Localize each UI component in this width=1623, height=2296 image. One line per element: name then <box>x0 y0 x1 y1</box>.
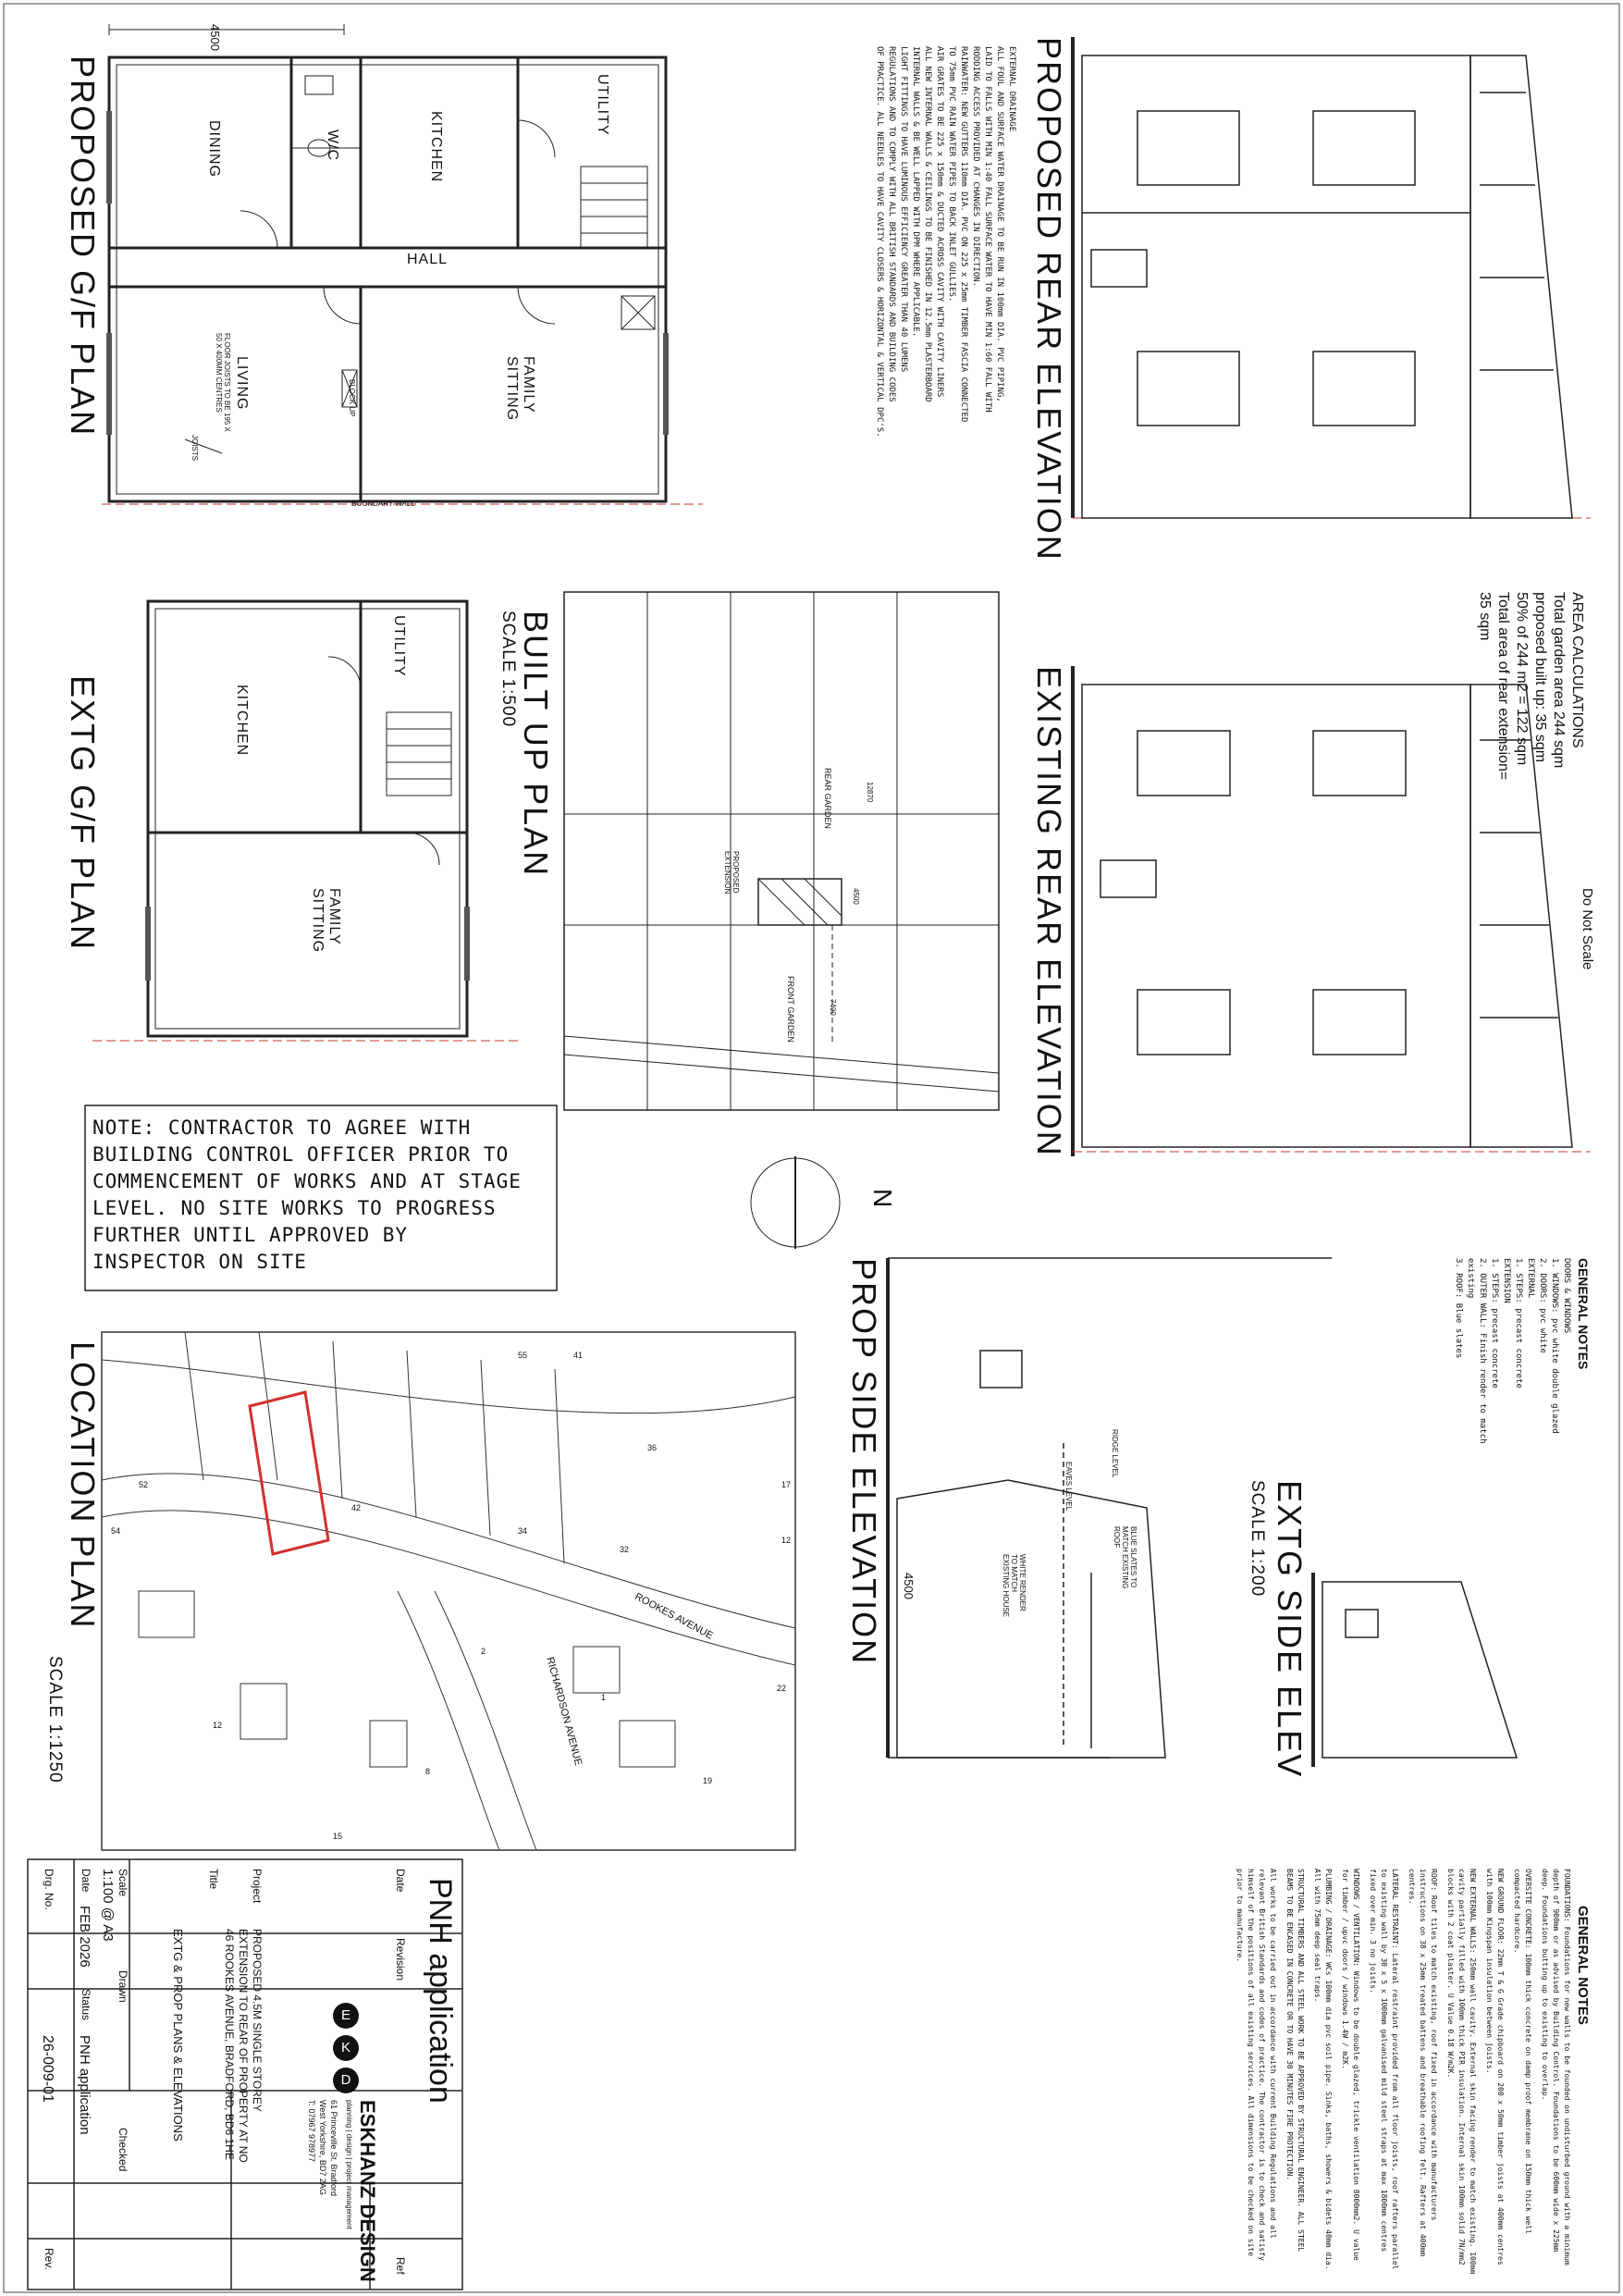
house-number-36: 36 <box>647 1443 658 1452</box>
drainage-line: RAINWATER: NEW GUTTERS 110mm DIA. PVC ON 225 x 25mm TIMBER FASCIA CONNECTED <box>959 46 968 423</box>
tb-date2-label: Date <box>80 1869 92 1893</box>
proposed-rear-elevation-drawing <box>1073 37 1591 518</box>
gn-small-line: 1. STEPS: precast concrete <box>1514 1258 1523 1389</box>
room-wc: W/C <box>325 130 340 162</box>
tb-drg-value: 26-009-01 <box>40 2035 55 2103</box>
house-number-17: 17 <box>781 1480 792 1489</box>
gn-small-line: DOORS & WINDOWS <box>1562 1258 1571 1334</box>
gn-paragraph: OVERSITE CONCRETE: 100mm thick concrete on damp proof membrane on 150mm thick well compacted hardcore. <box>1513 1869 1532 2234</box>
dim-4500-builtup: 4500 <box>852 888 860 905</box>
existing-rear-elevation-title: EXISTING REAR ELEVATION <box>1030 666 1068 1157</box>
boundary-wall-label: BOUNDARY WALL <box>351 500 415 508</box>
house-number-54: 54 <box>111 1526 121 1536</box>
tb-scale-label: Scale <box>117 1869 129 1897</box>
room-kitchen-existing: KITCHEN <box>234 685 250 757</box>
gn-small-line: EXTENSION <box>1502 1258 1511 1303</box>
area-line2: proposed built up: 35 sqm <box>1532 592 1548 763</box>
drainage-line: REGULATIONS AND TO COMPLY WITH ALL BRITISH STANDARDS AND BUILDING CODES <box>887 46 896 402</box>
tb-project2: EXTENSION TO REAR OF PROPERTY AT NO <box>237 1929 250 2163</box>
gn-small-line: 2. DOORS: pvc white <box>1538 1258 1547 1353</box>
extg-side-elev-scale: SCALE 1:200 <box>1248 1480 1267 1598</box>
proposed-extension-label: PROPOSED EXTENSION <box>723 851 740 895</box>
side-dim-4500: 4500 <box>902 1573 916 1599</box>
rear-garden-label: REAR GARDEN <box>823 768 832 830</box>
dim-12870: 12870 <box>866 782 874 803</box>
drainage-line: AIR GRATES TO BE 225 x 150mm & DUCTED ACROSS CAVITY WITH CAVITY LINERS <box>935 46 944 398</box>
prop-side-elevation-title: PROP SIDE ELEVATION <box>845 1258 883 1666</box>
house-number-41: 41 <box>573 1351 584 1360</box>
area-heading: AREA CALCULATIONS <box>1569 592 1585 748</box>
room-dining: DINING <box>206 120 222 178</box>
north-label: N <box>868 1189 897 1208</box>
gn-paragraph: All works to be carried out in accordance with current Building Regulations and all relevant British Standards and codes of practice. The contractor is to check and satisfy himself of the positions of all existing services. All dimensions to be checked on site prior to manufacture. <box>1236 1869 1277 2261</box>
logo-d-icon: D <box>333 2068 359 2093</box>
house-number-32: 32 <box>620 1545 630 1554</box>
extg-side-elevation-drawing <box>1313 1573 1517 1767</box>
do-not-scale: Do Not Scale <box>1580 888 1595 970</box>
tb-date-label: Date <box>394 1869 407 1893</box>
built-up-plan-drawing <box>564 592 999 1110</box>
tb-drawn-label: Drawn <box>117 1970 129 2003</box>
general-notes-small-body <box>1452 1258 1572 1471</box>
block-up-label: BLOCK UP <box>348 379 356 417</box>
room-family-sitting-existing: FAMILY SITTING <box>310 888 342 954</box>
gn-small-line: EXTERNAL <box>1526 1258 1535 1299</box>
gn-small-line: 3. ROOF: Blue slates <box>1454 1258 1463 1359</box>
drainage-line: TO 75mm PVC RAIN WATER PIPES TO BACK INLET GULLIES. <box>947 46 956 302</box>
room-utility-proposed: UTILITY <box>595 74 610 136</box>
tb-project-label: Project <box>251 1869 264 1904</box>
roof-note: BLUE SLATES TO MATCH EXISTING ROOF <box>1113 1526 1137 1589</box>
joist-note: FLOOR JOISTS TO BE 195 X 50 X 400MM CENTRES <box>215 333 231 432</box>
drainage-line: RODDING ACCESS PROVIDED AT CHANGES IN DIRECTION. <box>971 46 980 288</box>
front-garden-label: FRONT GARDEN <box>786 976 795 1043</box>
drainage-notes <box>873 46 1017 438</box>
house-number-15: 15 <box>333 1832 343 1841</box>
drainage-line: ALL NEW INTERNAL WALLS & CEILINGS TO BE FINISHED IN 12.5mm PLASTERBOARD <box>923 46 932 402</box>
tb-drg-label: Drg. No. <box>43 1869 55 1910</box>
tb-checked-label: Checked <box>117 2128 129 2172</box>
gn-small-line: 1. WINDOWS: pvc white double glazed <box>1550 1258 1559 1434</box>
gn-paragraph: ROOF: Roof tiles to match existing, roof fixed in accordance with manufacturers instructions on 38 x 25mm treated battens and breathable roofing felt. Rafters at 400mm centres. <box>1408 1869 1438 2257</box>
tb-ref-label: Ref <box>394 2257 407 2275</box>
proposed-gf-plan-title: PROPOSED G/F PLAN <box>64 56 102 438</box>
house-number-22: 22 <box>777 1684 787 1693</box>
drainage-line: OF PRACTICE. ALL NEEDLES TO HAVE CAVITY CLOSERS & HORIZONTAL & VERTICAL DPC'S. <box>875 46 884 438</box>
existing-gf-plan-drawing <box>92 601 518 1041</box>
tb-company-tag: planning | design | project management <box>345 2100 353 2229</box>
location-plan-map <box>102 1332 795 1850</box>
location-plan-title: LOCATION PLAN <box>64 1341 102 1630</box>
eaves-level-label: EAVES LEVEL <box>1064 1462 1073 1512</box>
tb-rev-label: Rev. <box>43 2248 55 2270</box>
tb-address2: West Yorkshire, BD7 2AG <box>318 2100 327 2195</box>
proposed-width-dim: 4500 <box>208 24 222 51</box>
tb-project1: PROPOSED 4.5M SINGLE STOREY <box>251 1929 264 2112</box>
house-number-55: 55 <box>518 1351 528 1360</box>
house-number-8: 8 <box>425 1767 431 1776</box>
tb-revision-label: Revision <box>394 1938 407 1981</box>
area-line3: 50% of 244 m2 = 122 sqm <box>1514 592 1530 766</box>
gn-paragraph: WINDOWS / VENTILATION: Windows to be double glazed, trickle ventilation 8000mm2. U value for timber / upvc doors / windows 1.4W / m2K. <box>1341 1869 1360 2261</box>
extg-side-elev-title: EXTG SIDE ELEV <box>1271 1480 1309 1779</box>
tb-status-label: Status <box>80 1989 92 2021</box>
ridge-level-label: RIDGE LEVEL <box>1111 1429 1119 1478</box>
tb-application: PNH application <box>423 1878 458 2104</box>
gn-paragraph: LATERAL RESTRAINT: Lateral restraint provided from all floor joists, roof rafters parallel to existing wall by 30 x 5 x 1000mm galvanised mild steel straps at max 1800mm centres fixed over min. 3 no joists. <box>1369 1869 1399 2270</box>
street-richardson-avenue: RICHARDSON AVENUE <box>544 1656 584 1767</box>
drainage-line: ALL FOUL AND SURFACE WATER DRAINAGE TO BE RUN IN 100mm DIA. PVC PIPING, <box>995 46 1004 402</box>
house-number-52: 52 <box>139 1480 149 1489</box>
house-number-12b: 12 <box>781 1536 792 1545</box>
room-living: LIVING <box>234 356 250 411</box>
room-family-sitting-proposed: FAMILY SITTING <box>504 356 536 422</box>
dim-7400: 7400 <box>829 999 837 1016</box>
joists-label: JOISTS <box>191 435 199 462</box>
street-rookes-avenue: ROOKES AVENUE <box>633 1591 715 1642</box>
tb-phone: T: 07967 978977 <box>307 2100 316 2163</box>
gn-small-line: 1. STEPS: precast concrete <box>1490 1258 1499 1389</box>
tb-project3: 46 ROOKES AVENUE, BRADFORD, BD6 1HE <box>223 1929 236 2160</box>
house-number-2: 2 <box>481 1647 486 1656</box>
north-arrow <box>751 1156 840 1249</box>
tb-title-value: EXTG & PROP PLANS & ELEVATIONS <box>171 1929 185 2142</box>
drainage-line: LIGHT FITTINGS TO HAVE LUMINOUS EFFICIENCY GREATER THAN 40 LUMENS <box>899 46 908 373</box>
gn-paragraph: NEW EXTERNAL WALLS: 250mm wall cavity. External skin facing render to match existing. 100mm cavity partially filled with 100mm thick PIR insulation. Internal skin 100mm solid 7N/mm2 blocks with 2 coat plaster. U Value 0.18 W/m2K. <box>1446 1869 1477 2275</box>
house-number-12a: 12 <box>213 1721 223 1730</box>
drainage-line: EXTERNAL DRAINAGE <box>1007 46 1016 132</box>
built-up-plan-title: BUILT UP PLAN <box>517 611 555 878</box>
general-notes-big-body <box>1228 1869 1572 2276</box>
tb-scale-value: 1:100 @ A3 <box>100 1869 116 1942</box>
location-plan-scale: SCALE 1:1250 <box>45 1656 65 1784</box>
logo-k-icon: K <box>333 2035 359 2061</box>
tb-company: ESKHANZ DESIGN <box>356 2100 379 2282</box>
proposed-gf-plan-drawing <box>102 24 703 504</box>
area-line1: Total garden area 244 sqm <box>1551 592 1567 769</box>
area-calculations <box>1475 592 1586 833</box>
room-hall: HALL <box>407 252 449 267</box>
house-number-34: 34 <box>518 1526 528 1536</box>
gn-paragraph: NEW GROUND FLOOR: 22mm T & G Grade chipboard on 200 x 50mm timber joists at 400mm centres with 100mm Kingspan insulation between joists. <box>1485 1869 1505 2265</box>
room-kitchen-proposed: KITCHEN <box>428 111 444 183</box>
logo-e-icon: E <box>333 2003 359 2029</box>
proposed-rear-elevation-title: PROPOSED REAR ELEVATION <box>1030 37 1068 562</box>
contractor-note: NOTE: CONTRACTOR TO AGREE WITH BUILDING CONTROL OFFICER PRIOR TO COMMENCEMENT OF WORKS AND AT STAGE LEVEL. NO SITE WORKS TO PROGRESS FURTHER UNTIL APPROVED BY INSPECTOR ON SITE <box>92 1117 522 1273</box>
general-notes-big-heading: GENERAL NOTES <box>1575 1906 1591 2025</box>
render-note: WHITE RENDER TO MATCH EXISTING HOUSE <box>1002 1554 1027 1618</box>
area-line4: Total area of rear extension= <box>1495 592 1511 781</box>
gn-paragraph: PLUMBING / DRAINAGE: WCs 100mm dia pvc soil pipe. Sinks, baths, showers & bidets 40mm dia. All with 75mm deep seal traps. <box>1313 1869 1333 2270</box>
gn-paragraph: STRUCTURAL TIMBERS AND ALL STEEL WORK TO BE APPROVED BY STRUCTURAL ENGINEER. ALL STEEL BEAMS TO BE ENCASED IN CONCRETE OR TO HAVE 30 MINUTES FIRE PROTECTION. <box>1285 1869 1305 2253</box>
gn-paragraph: FOUNDATIONS: Foundations for new walls to be founded on undisturbed ground with a minimum depth of 900mm or as advised by Building Control. Foundations to be 600mm wide x 225mm deep. Foundations butting up to existing to overlap. <box>1541 1869 1571 2265</box>
site-outline <box>250 1392 328 1554</box>
tb-title-label: Title <box>207 1869 220 1890</box>
drainage-line: LAID TO FALLS WITH MIN 1:40 FALL SURFACE WATER TO HAVE MIN 1:60 FALL WITH <box>983 46 992 413</box>
gn-small-line: 2. OUTER WALL: Finish render to match existing <box>1466 1258 1487 1444</box>
extg-gf-plan-title: EXTG G/F PLAN <box>64 675 102 952</box>
general-notes-small-heading: GENERAL NOTES <box>1576 1258 1591 1370</box>
house-number-1: 1 <box>601 1693 607 1702</box>
house-number-42: 42 <box>351 1503 362 1512</box>
tb-address1: 61 Princeville St. Bradford <box>329 2100 338 2197</box>
area-line5: 35 sqm <box>1477 592 1493 641</box>
tb-status-value: PNH application <box>77 2035 92 2135</box>
drainage-line: INTERNAL WALLS & BE WELL LAPPED WITH DPM WHERE APPLICABLE. <box>911 46 920 338</box>
room-utility-existing: UTILITY <box>391 615 407 677</box>
tb-date-value: FEB 2026 <box>77 1906 92 1968</box>
built-up-plan-scale: SCALE 1:500 <box>498 611 518 728</box>
house-number-19: 19 <box>703 1776 713 1785</box>
